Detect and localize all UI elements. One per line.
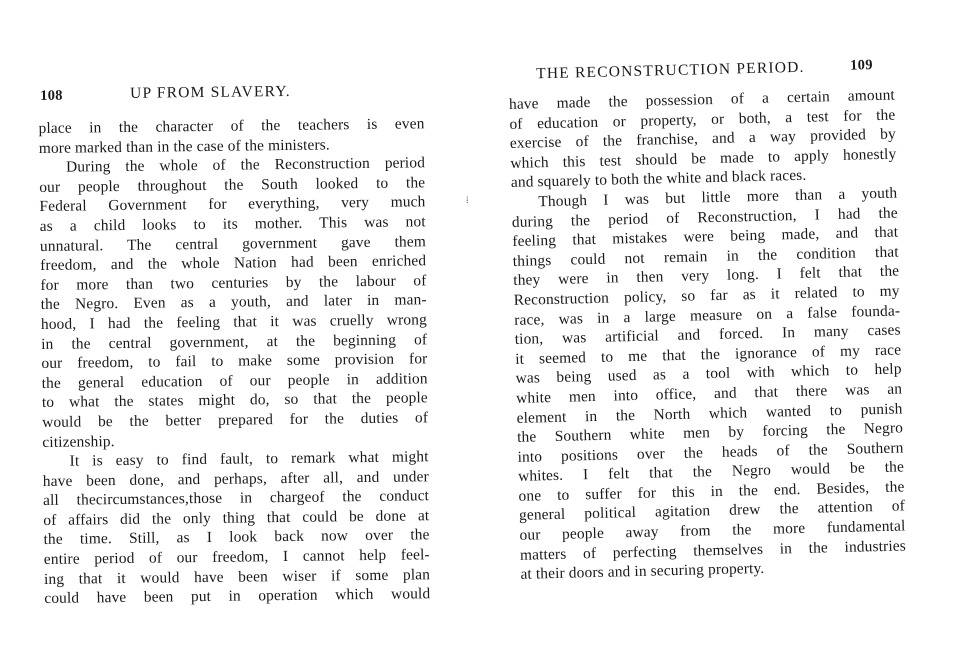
- text-line: citizenship.: [42, 432, 115, 451]
- text-line: which this test should be made to apply honestly: [510, 145, 897, 172]
- text-line: hood, I had the feeling that it was cruelly wrong: [40, 311, 428, 333]
- text-line: the general education of our people in addition: [41, 369, 428, 392]
- text-line: unnatural. The central government gave them: [39, 232, 427, 255]
- text-line: entire period of our freedom, I cannot help feel-: [43, 546, 430, 569]
- right-page-body: [509, 86, 907, 585]
- text-line: Reconstruction policy, so far as it related to my: [513, 282, 900, 309]
- text-line: was being used as a tool with which to help: [515, 360, 902, 388]
- text-line: more marked than in the case of the ministers.: [38, 136, 330, 157]
- text-line: feeling that mistakes were being made, and that: [512, 223, 899, 251]
- text-line: our people away from the more fundamental: [519, 517, 906, 544]
- text-line: would be the better prepared for the duties of: [42, 409, 429, 431]
- left-page-header: [38, 79, 424, 110]
- right-running-head: THE RECONSTRUCTION PERIOD.: [536, 58, 805, 83]
- text-line: have made the possession of a certain amount: [508, 86, 896, 113]
- text-line: whites. I felt that the Negro would be the: [517, 458, 905, 486]
- text-line: the time. Still, as I look back now over the: [43, 526, 430, 549]
- text-line: tion, was artificial and forced. In many cases: [514, 321, 901, 349]
- text-line: Though I was but little more than a youth: [538, 184, 898, 211]
- text-line: things could not remain in the condition that: [512, 243, 899, 270]
- text-line: in the central government, at the beginning of: [41, 330, 428, 353]
- right-page: [508, 55, 907, 585]
- text-line: have been done, and perhaps, after all, and under: [42, 467, 429, 490]
- text-line: at their doors and in securing property.: [520, 560, 765, 584]
- right-page-number: 109: [849, 57, 873, 74]
- text-line: ing that it would have been wiser if some plan: [43, 565, 431, 588]
- left-page: [38, 79, 430, 609]
- gutter-mark: ⁞: [466, 195, 469, 205]
- text-line: the Negro. Even as a youth, and later in man-: [40, 291, 427, 314]
- text-line: for more than two centuries by the labour of: [40, 272, 427, 294]
- text-line: general political agitation drew the attention of: [518, 497, 906, 525]
- text-line: white men into office, and that there was an: [515, 380, 903, 407]
- text-line: one to suffer for this in the end. Besides, the: [518, 478, 905, 505]
- text-line: as a child looks to its mother. This was not: [39, 213, 426, 235]
- text-line: and squarely to both the white and black races.: [510, 167, 807, 192]
- text-line: during the period of Reconstruction, I had the: [511, 204, 898, 231]
- text-line: place in the character of the teachers is even: [38, 115, 425, 137]
- text-line: all thecircumstances,those in chargeof the conduct: [42, 487, 430, 510]
- text-line: exercise of the franchise, and a way provided by: [509, 125, 897, 153]
- text-line: During the whole of the Reconstruction period: [65, 154, 426, 176]
- text-line: our freedom, to fail to make some provision for: [41, 350, 428, 373]
- text-line: of education or property, or both, a test for the: [509, 106, 896, 133]
- left-running-head: UP FROM SLAVERY.: [130, 82, 291, 102]
- text-line: could have been put in operation which would: [44, 585, 431, 608]
- text-line: it seemed to me that the ignorance of my race: [515, 341, 902, 368]
- text-line: freedom, and the whole Nation had been enriched: [40, 252, 427, 275]
- text-line: It is easy to find fault, to remark what might: [69, 448, 429, 470]
- text-line: into positions over the heads of the Southern: [517, 439, 904, 466]
- left-page-body: [38, 114, 430, 609]
- text-line: element in the North which wanted to punish: [516, 399, 903, 427]
- left-page-number: 108: [40, 87, 63, 104]
- text-line: the Southern white men by forcing the Negro: [516, 419, 904, 446]
- right-page-header: [508, 55, 895, 90]
- text-line: matters of perfecting themselves in the industries: [519, 537, 907, 564]
- text-line: they were in then very long. I felt that the: [513, 262, 900, 290]
- text-line: Federal Government for everything, very much: [39, 193, 426, 216]
- text-line: to what the states might do, so that the people: [41, 389, 428, 412]
- text-line: race, was in a large measure on a false founda-: [514, 302, 901, 329]
- text-line: of affairs did the only thing that could be done at: [43, 507, 430, 529]
- text-line: our people throughout the South looked to the: [39, 174, 426, 196]
